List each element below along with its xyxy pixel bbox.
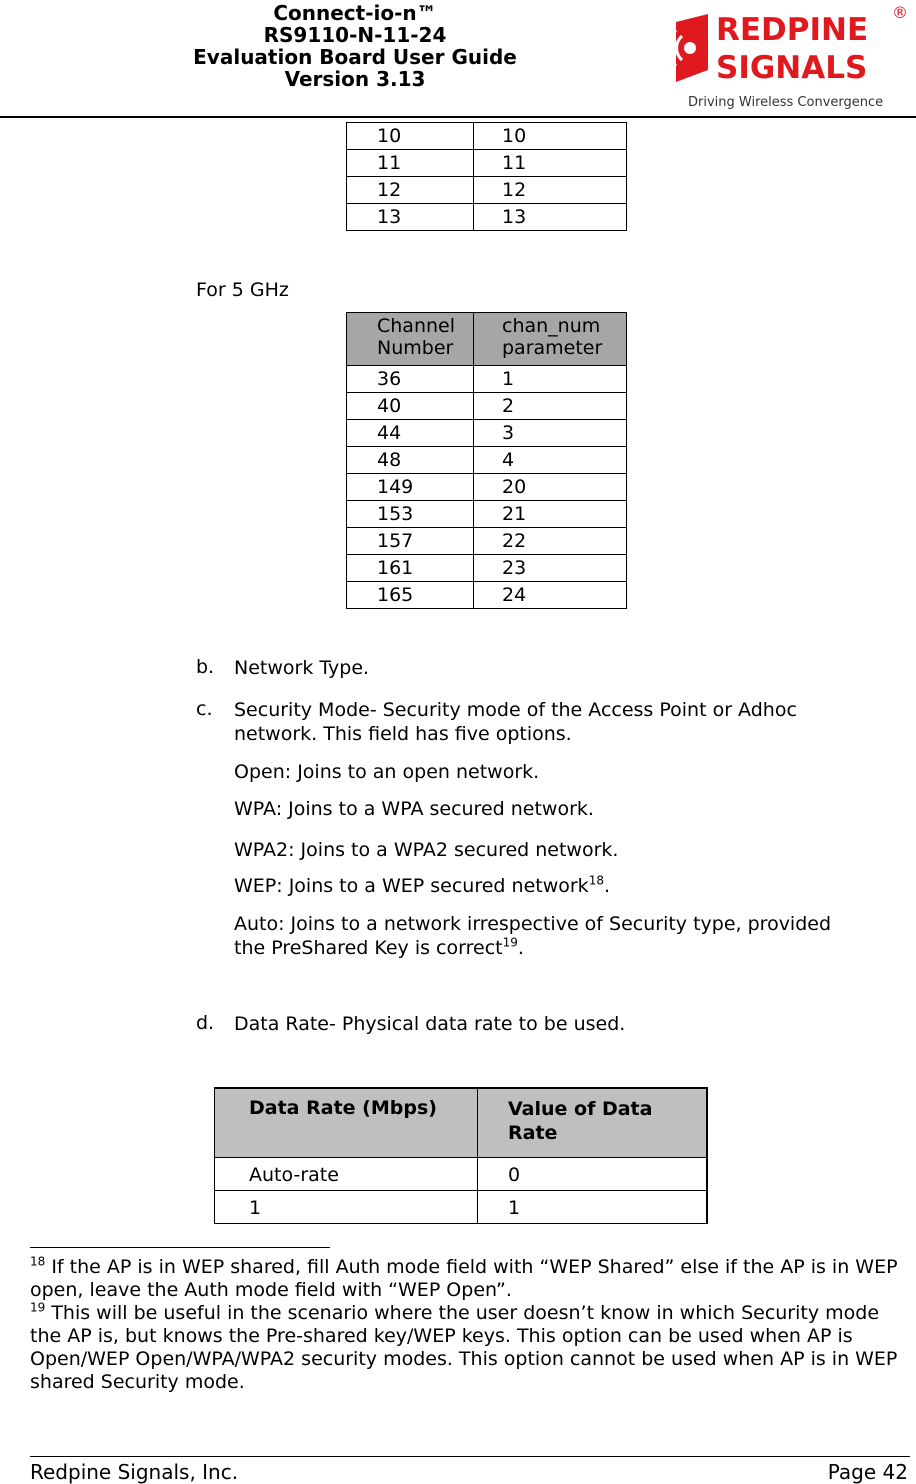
footnote-separator — [30, 1247, 330, 1248]
table-cell: 12 — [347, 177, 474, 204]
header-chan-num-parameter — [474, 313, 627, 366]
header-line-model: RS9110-N-11-24 — [263, 23, 447, 47]
redpine-logo-mark — [668, 2, 908, 112]
list-text-network-type: Network Type. — [234, 657, 370, 679]
table-row — [347, 528, 627, 555]
option-period: . — [517, 937, 524, 959]
table-cell: 157 — [347, 528, 474, 555]
table-cell: 40 — [347, 393, 474, 420]
table-cell: 11 — [474, 150, 627, 177]
channel-table-24ghz-tail — [346, 122, 627, 231]
list-text-data-rate: Data Rate- Physical data rate to be used. — [234, 1013, 626, 1035]
table-row — [347, 501, 627, 528]
option-period: . — [603, 875, 611, 897]
table-cell: 13 — [474, 204, 627, 231]
list-label-b: b. — [196, 656, 215, 678]
table-row — [347, 474, 627, 501]
channel-table-5ghz — [346, 312, 627, 609]
table-row — [347, 420, 627, 447]
table-cell: 20 — [474, 474, 627, 501]
table-cell: 23 — [474, 555, 627, 582]
table-header-row — [215, 1088, 708, 1158]
header-channel-number — [347, 313, 474, 366]
table-cell: 36 — [347, 366, 474, 393]
security-option-wep — [234, 874, 874, 898]
table-cell: 153 — [347, 501, 474, 528]
table-row — [347, 393, 627, 420]
footnote-number: 19 — [30, 1300, 46, 1315]
table-row — [347, 366, 627, 393]
header-line-version: Version 3.13 — [284, 67, 426, 91]
security-option-wpa2: WPA2: Joins to a WPA2 secured network. — [234, 839, 619, 861]
table-cell: 165 — [347, 582, 474, 609]
list-text-security-mode: Security Mode- Security mode of the Access Point or Adhoc network. This field has five options. — [234, 699, 797, 745]
logo-text-signals: SIGNALS — [716, 50, 868, 86]
header-line-product: Connect-io-n™ — [273, 1, 437, 25]
header-text: parameter — [502, 337, 603, 359]
table-cell: 21 — [474, 501, 627, 528]
table-cell: 44 — [347, 420, 474, 447]
table-row — [347, 177, 627, 204]
footnote-number: 18 — [30, 1254, 46, 1269]
header-rule — [0, 116, 916, 118]
logo-signal-dot — [684, 42, 696, 54]
table-cell: 4 — [474, 447, 627, 474]
table-cell: 1 — [474, 366, 627, 393]
table-cell: 11 — [347, 150, 474, 177]
header-text: Channel — [377, 315, 456, 337]
table-cell: 149 — [347, 474, 474, 501]
security-option-open: Open: Joins to an open network. — [234, 761, 540, 783]
footnote-text: This will be useful in the scenario where the user doesn’t know in which Security mode the AP is, but knows the Pre-shared key/WEP keys. This option can be used when AP is Open/WEP Open/WPA/WPA2 security modes. This option cannot be used when AP is in WEP shared Security mode. — [30, 1302, 898, 1393]
table-cell: 3 — [474, 420, 627, 447]
footnote-18 — [30, 1256, 910, 1302]
footnote-ref-18[interactable]: 18 — [588, 873, 604, 888]
security-option-auto — [234, 912, 834, 960]
redpine-logo — [668, 2, 908, 112]
footer-company: Redpine Signals, Inc. — [30, 1460, 239, 1484]
logo-registered-mark: ® — [892, 3, 908, 22]
table-cell: 2 — [474, 393, 627, 420]
list-label-d: d. — [196, 1012, 215, 1034]
table-row — [347, 555, 627, 582]
table-cell: 48 — [347, 447, 474, 474]
header-data-rate-mbps: Data Rate (Mbps) — [215, 1088, 478, 1158]
header-text: chan_num — [502, 315, 601, 337]
table-cell: 10 — [347, 123, 474, 150]
for-5ghz-label: For 5 GHz — [196, 279, 289, 301]
table-cell: 24 — [474, 582, 627, 609]
footer-page-number: Page 42 — [827, 1460, 908, 1484]
table-row — [215, 1191, 708, 1224]
logo-text-redpine: REDPINE — [716, 12, 869, 48]
table-cell: 12 — [474, 177, 627, 204]
footnote-ref-19[interactable]: 19 — [502, 935, 518, 950]
table-cell: 0 — [478, 1158, 708, 1191]
logo-tagline: Driving Wireless Convergence — [688, 95, 884, 110]
security-option-wpa: WPA: Joins to a WPA secured network. — [234, 798, 594, 820]
table-row — [347, 150, 627, 177]
table-row — [347, 447, 627, 474]
table-cell: 1 — [478, 1191, 708, 1224]
table-row — [347, 123, 627, 150]
table-cell: 161 — [347, 555, 474, 582]
table-cell: 1 — [215, 1191, 478, 1224]
option-text: Auto: Joins to a network irrespective of Security type, provided the PreShared Key is correct — [234, 913, 832, 959]
table-cell: 13 — [347, 204, 474, 231]
footnotes — [30, 1256, 910, 1394]
document-header-title — [150, 2, 560, 90]
header-text: Number — [377, 337, 454, 359]
option-text: WEP: Joins to a WEP secured network — [234, 875, 589, 897]
header-line-guide: Evaluation Board User Guide — [193, 45, 517, 69]
table-row — [347, 204, 627, 231]
data-rate-table — [214, 1087, 708, 1224]
table-row — [347, 582, 627, 609]
table-cell: 10 — [474, 123, 627, 150]
footnote-text: If the AP is in WEP shared, fill Auth mode field with “WEP Shared” else if the AP is in WEP open, leave the Auth mode field with “WEP Open”. — [30, 1256, 898, 1301]
table-row — [215, 1158, 708, 1191]
list-label-c: c. — [196, 698, 213, 720]
table-cell: Auto-rate — [215, 1158, 478, 1191]
table-header-row — [347, 313, 627, 366]
logo-signal-arc-2 — [668, 30, 676, 66]
table-cell: 22 — [474, 528, 627, 555]
footer-rule — [30, 1456, 910, 1457]
footnote-19 — [30, 1302, 910, 1394]
header-value-of-data-rate: Value of Data Rate — [478, 1088, 708, 1158]
